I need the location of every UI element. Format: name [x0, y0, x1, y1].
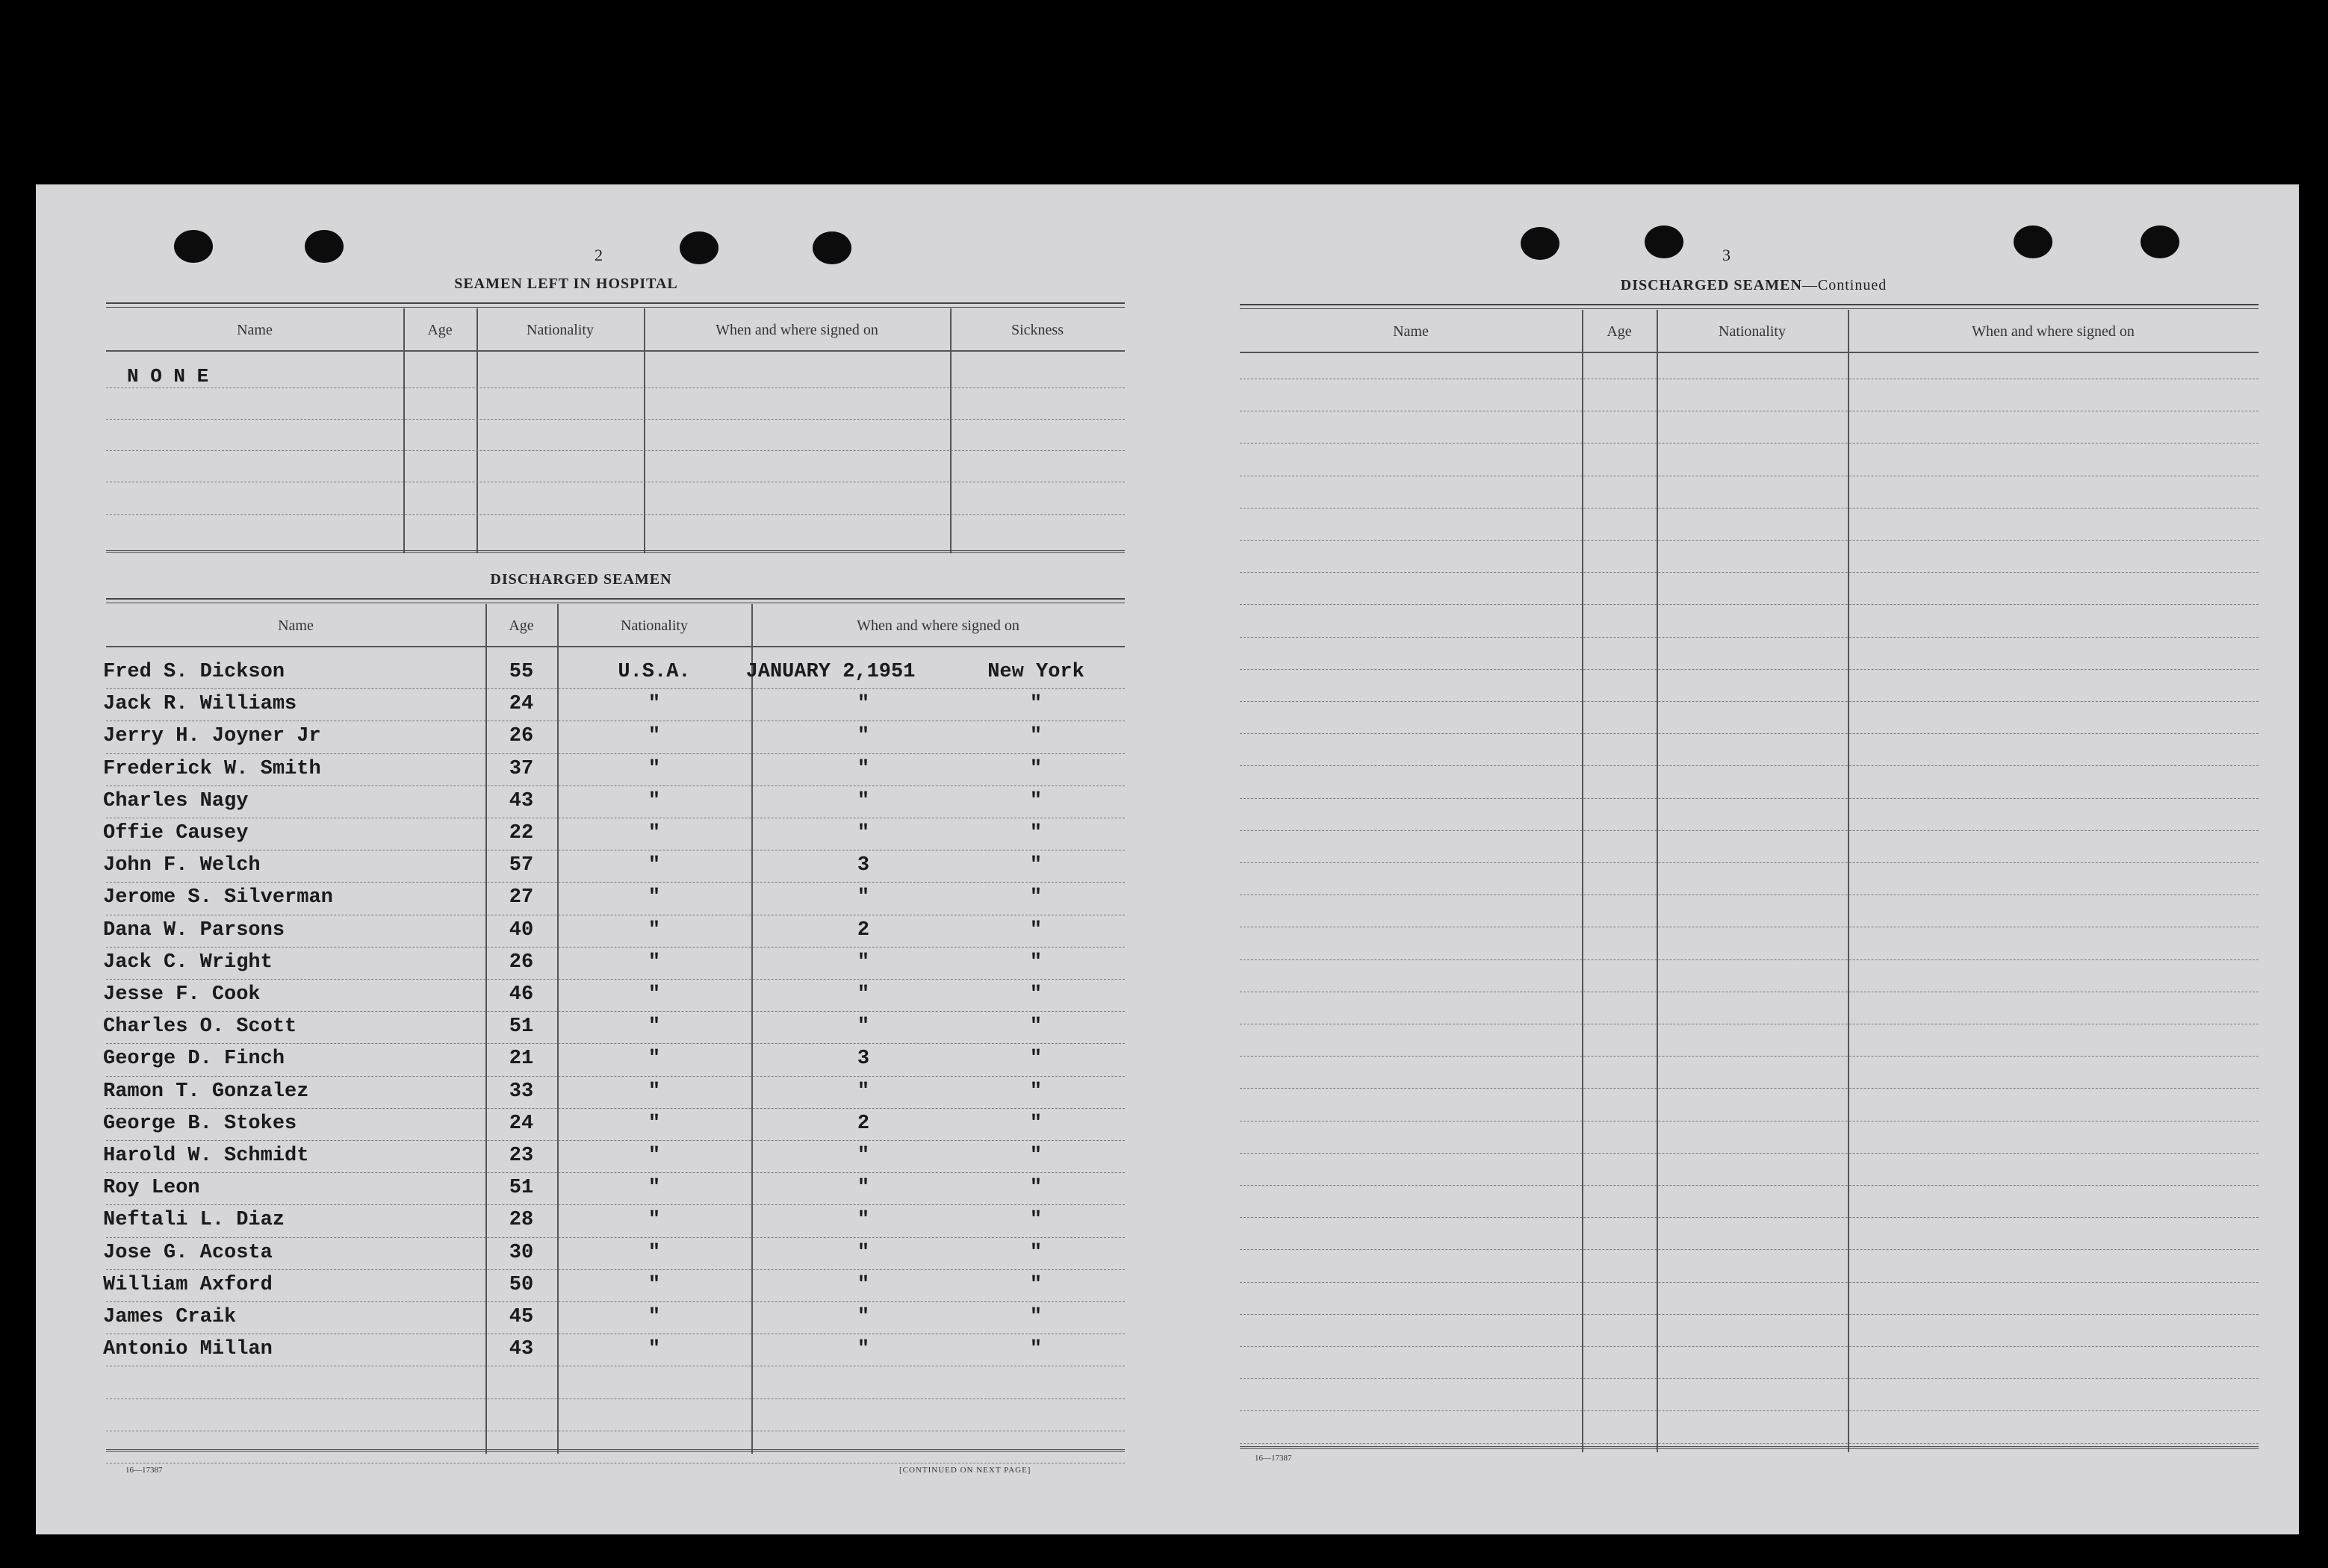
punch-hole-icon	[1521, 227, 1559, 260]
seaman-signed-place: "	[1029, 1306, 1043, 1328]
seaman-age: 27	[509, 886, 534, 909]
seaman-name: Jerome S. Silverman	[103, 886, 333, 909]
seaman-nationality: "	[648, 1306, 661, 1328]
right-form-number: 16—17387	[1255, 1454, 1292, 1463]
col-header-nationality: Nationality	[527, 322, 594, 338]
seaman-age: 23	[509, 1145, 534, 1167]
col-header-signed-on: When and where signed on	[857, 617, 1019, 634]
seaman-nationality: "	[648, 886, 661, 909]
col-header-nationality: Nationality	[1719, 323, 1786, 340]
right-title-main: DISCHARGED SEAMEN	[1620, 277, 1802, 293]
seaman-signed-date: 3	[857, 1048, 870, 1071]
seaman-signed-place: "	[1029, 1273, 1043, 1296]
seaman-signed-place: "	[1029, 1145, 1043, 1167]
col-header-nationality: Nationality	[621, 617, 688, 634]
seaman-name: Jack C. Wright	[103, 951, 273, 974]
form-sheet	[36, 184, 2299, 1534]
punch-hole-icon	[813, 231, 851, 264]
punch-hole-icon	[2141, 225, 2179, 258]
seaman-nationality: "	[648, 725, 661, 748]
seaman-age: 24	[509, 693, 534, 716]
seaman-nationality: "	[648, 1145, 661, 1167]
seaman-signed-place: "	[1029, 951, 1043, 974]
punch-hole-icon	[174, 230, 213, 263]
seaman-signed-place: "	[1029, 886, 1043, 909]
seaman-nationality: "	[648, 918, 661, 942]
seaman-age: 37	[509, 757, 534, 780]
seaman-signed-date: 2	[857, 1112, 870, 1135]
seaman-name: Dana W. Parsons	[103, 918, 285, 942]
col-header-signed-on: When and where signed on	[1972, 323, 2135, 340]
continued-note: [CONTINUED ON NEXT PAGE]	[899, 1466, 1031, 1475]
col-header-age: Age	[1607, 323, 1632, 340]
seaman-age: 24	[509, 1112, 534, 1135]
seaman-signed-date: "	[857, 1338, 870, 1361]
seaman-age: 40	[509, 918, 534, 942]
seaman-signed-place: "	[1029, 1209, 1043, 1232]
seaman-age: 51	[509, 1015, 534, 1039]
seaman-age: 46	[509, 983, 534, 1006]
seaman-signed-place: "	[1029, 983, 1043, 1006]
seaman-name: Jose G. Acosta	[103, 1241, 273, 1264]
seaman-age: 22	[509, 822, 534, 844]
seaman-nationality: "	[648, 1048, 661, 1071]
discharged-continued-table	[1240, 304, 2259, 1454]
left-form-number: 16—17387	[125, 1466, 163, 1475]
discharged-section-title: DISCHARGED SEAMEN	[490, 571, 672, 588]
seaman-name: Harold W. Schmidt	[103, 1145, 309, 1167]
col-header-age: Age	[427, 322, 453, 338]
discharged-table	[103, 598, 1125, 1455]
seaman-name: Fred S. Dickson	[103, 661, 285, 683]
seaman-signed-place: "	[1029, 1080, 1043, 1103]
punch-hole-icon	[305, 230, 344, 263]
punch-hole-icon	[1645, 225, 1683, 258]
seaman-signed-place: New York	[987, 661, 1084, 683]
left-page-number: 2	[595, 246, 603, 264]
seaman-signed-place: "	[1029, 918, 1043, 942]
seaman-age: 30	[509, 1241, 534, 1264]
seaman-age: 43	[509, 1338, 534, 1361]
seaman-signed-date: "	[857, 757, 870, 780]
seaman-age: 26	[509, 725, 534, 748]
seaman-signed-place: "	[1029, 1112, 1043, 1135]
seaman-name: Charles O. Scott	[103, 1015, 297, 1039]
seaman-signed-place: "	[1029, 693, 1043, 716]
seaman-signed-place: "	[1029, 789, 1043, 812]
seaman-signed-date: "	[857, 1306, 870, 1328]
seaman-nationality: "	[648, 951, 661, 974]
seaman-signed-date: "	[857, 1177, 870, 1200]
seaman-nationality: "	[648, 1177, 661, 1200]
seaman-name: George B. Stokes	[103, 1112, 297, 1135]
punch-hole-icon	[680, 231, 718, 264]
seaman-nationality: "	[648, 1112, 661, 1135]
seaman-signed-place: "	[1029, 725, 1043, 748]
seaman-name: Jerry H. Joyner Jr	[103, 725, 321, 748]
seaman-nationality: "	[648, 693, 661, 716]
seaman-signed-place: "	[1029, 1241, 1043, 1264]
seaman-nationality: "	[648, 983, 661, 1006]
col-header-name: Name	[1393, 323, 1429, 340]
seaman-signed-place: "	[1029, 757, 1043, 780]
seaman-signed-date: "	[857, 1273, 870, 1296]
seaman-signed-date: 3	[857, 854, 870, 877]
seaman-nationality: "	[648, 822, 661, 844]
seaman-signed-place: "	[1029, 1048, 1043, 1071]
seaman-age: 50	[509, 1273, 534, 1296]
seaman-nationality: "	[648, 1273, 661, 1296]
seaman-age: 45	[509, 1306, 534, 1328]
seaman-name: Offie Causey	[103, 822, 249, 844]
hospital-section-title: SEAMEN LEFT IN HOSPITAL	[454, 276, 678, 292]
seaman-age: 43	[509, 789, 534, 812]
seaman-signed-date: "	[857, 951, 870, 974]
seaman-name: Roy Leon	[103, 1177, 200, 1200]
seaman-nationality: "	[648, 789, 661, 812]
seaman-name: Charles Nagy	[103, 789, 249, 812]
seaman-name: Jack R. Williams	[103, 693, 297, 716]
col-header-name: Name	[237, 322, 273, 338]
seaman-signed-date: "	[857, 886, 870, 909]
col-header-sickness: Sickness	[1011, 322, 1064, 338]
seaman-name: Frederick W. Smith	[103, 757, 321, 780]
seaman-signed-date: "	[857, 1015, 870, 1039]
seaman-signed-place: "	[1029, 1177, 1043, 1200]
seaman-signed-place: "	[1029, 854, 1043, 877]
seaman-name: John F. Welch	[103, 854, 261, 877]
seaman-nationality: "	[648, 1209, 661, 1232]
seaman-nationality: "	[648, 1015, 661, 1039]
right-section-title	[1515, 277, 1993, 294]
seaman-nationality: "	[648, 757, 661, 780]
right-page-number: 3	[1722, 246, 1731, 264]
col-header-signed-on: When and where signed on	[716, 322, 878, 338]
seaman-signed-date: 2	[857, 918, 870, 942]
seaman-signed-place: "	[1029, 822, 1043, 844]
seaman-age: 55	[509, 661, 534, 683]
seaman-signed-place: "	[1029, 1338, 1043, 1361]
seaman-name: Jesse F. Cook	[103, 983, 261, 1006]
seaman-nationality: "	[648, 1241, 661, 1264]
seaman-age: 57	[509, 854, 534, 877]
seaman-name: Neftali L. Diaz	[103, 1209, 285, 1232]
hospital-table	[106, 302, 1125, 556]
seaman-signed-date: "	[857, 1145, 870, 1167]
seaman-signed-date: "	[857, 1241, 870, 1264]
seaman-signed-date: "	[857, 725, 870, 748]
seaman-nationality: "	[648, 1080, 661, 1103]
seaman-nationality: "	[648, 854, 661, 877]
seaman-name: Antonio Millan	[103, 1338, 273, 1361]
seaman-nationality: "	[648, 1338, 661, 1361]
seaman-age: 33	[509, 1080, 534, 1103]
hospital-none-entry: N O N E	[127, 365, 209, 388]
col-header-name: Name	[278, 617, 314, 634]
seaman-name: William Axford	[103, 1273, 273, 1296]
seaman-signed-date: "	[857, 1209, 870, 1232]
right-title-sub: —Continued	[1801, 277, 1887, 293]
seaman-signed-date: "	[857, 1080, 870, 1103]
seaman-signed-date: JANUARY 2,1951	[745, 661, 916, 683]
seaman-name: George D. Finch	[103, 1048, 285, 1071]
seaman-age: 28	[509, 1209, 534, 1232]
seaman-signed-date: "	[857, 983, 870, 1006]
seaman-name: James Craik	[103, 1306, 237, 1328]
seaman-signed-date: "	[857, 822, 870, 844]
seaman-age: 51	[509, 1177, 534, 1200]
seaman-age: 21	[509, 1048, 534, 1071]
seaman-signed-date: "	[857, 693, 870, 716]
col-header-age: Age	[509, 617, 534, 634]
seaman-signed-date: "	[857, 789, 870, 812]
seaman-name: Ramon T. Gonzalez	[103, 1080, 309, 1103]
seaman-signed-place: "	[1029, 1015, 1043, 1039]
seaman-nationality: U.S.A.	[618, 661, 691, 683]
punch-hole-icon	[2014, 225, 2052, 258]
seaman-age: 26	[509, 951, 534, 974]
